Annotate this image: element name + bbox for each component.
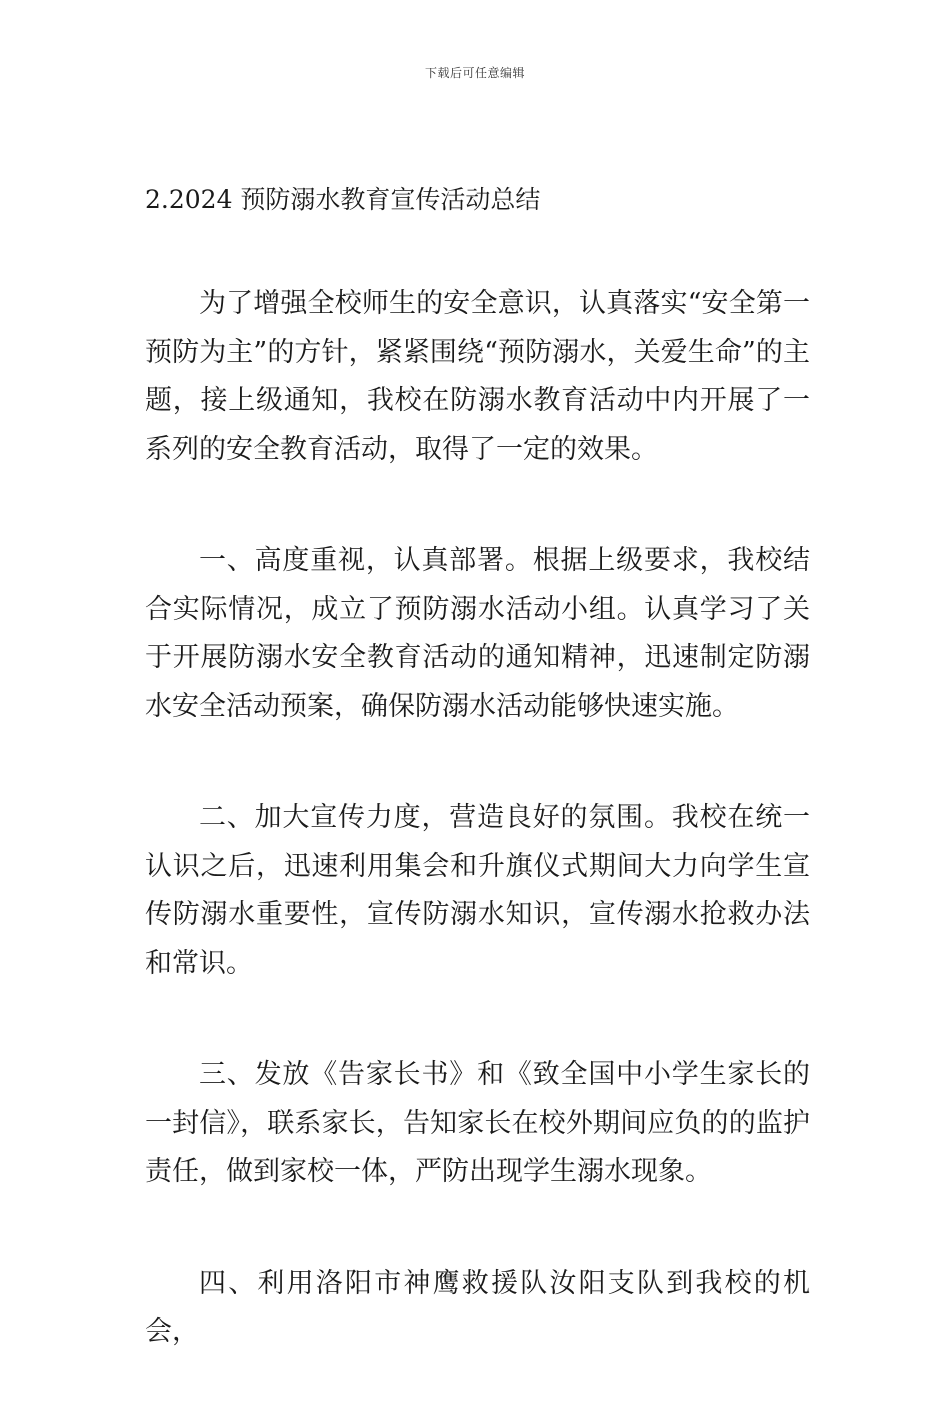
header-note: 下载后可任意编辑 xyxy=(424,66,525,80)
paragraph-section-1: 一、高度重视，认真部署。根据上级要求，我校结合实际情况，成立了预防溺水活动小组。认真学习了关于开展防溺水安全教育活动的通知精神，迅速制定防溺水安全活动预案，确保防溺水活动能够快速实施。 xyxy=(145,545,810,722)
paragraph-section-4: 四、利用洛阳市神鹰救援队汝阳支队到我校的机会， xyxy=(145,1267,810,1347)
document-title: 2.2024 预防溺水教育宣传活动总结 xyxy=(145,185,541,214)
paragraph-section-3: 三、发放《告家长书》和《致全国中小学生家长的一封信》，联系家长，告知家长在校外期间应负的的监护责任，做到家校一体，严防出现学生溺水现象。 xyxy=(145,1059,810,1187)
paragraph-intro: 为了增强全校师生的安全意识，认真落实“安全第一预防为主”的方针，紧紧围绕“预防溺水，关爱生命”的主题，接上级通知，我校在防溺水教育活动中内开展了一系列的安全教育活动，取得了一定的效果。 xyxy=(145,288,810,465)
document-body xyxy=(145,280,810,1420)
paragraph-section-2: 二、加大宣传力度，营造良好的氛围。我校在统一认识之后，迅速利用集会和升旗仪式期间大力向学生宣传防溺水重要性，宣传防溺水知识，宣传溺水抢救办法和常识。 xyxy=(145,802,810,979)
